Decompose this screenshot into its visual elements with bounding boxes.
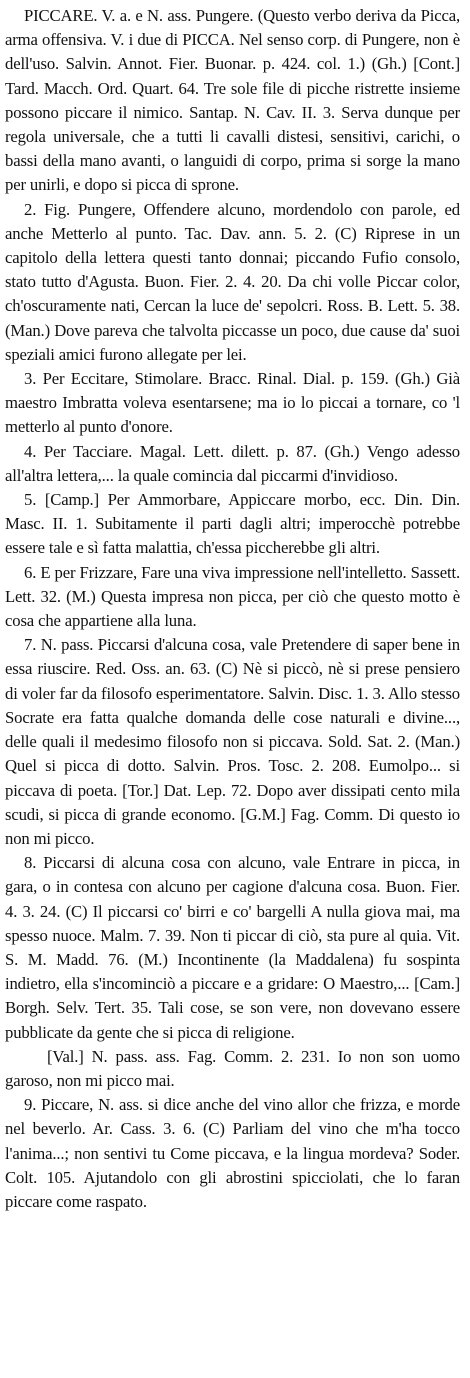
entry-paragraph-sense-8-addendum: [Val.] N. pass. ass. Fag. Comm. 2. 231. Io non son uomo garoso, non mi picco mai. <box>5 1046 460 1090</box>
entry-paragraph-sense-7: 7. N. pass. Piccarsi d'alcuna cosa, vale Pretendere di saper bene in essa riuscire. Red. Oss. an. 63. (C) Nè si piccò, nè si prese pensiero di voler far da filosofo esperimentatore. Salvin. Disc. 1. 3. Allo stesso Socrate era fatta qualche domanda delle cose naturali e divine..., delle quali il medesimo filosofo non si piccava. Sold. Sat. 2. (Man.) Quel si picca di dotto. Salvin. Pros. Tosc. 2. 208. Eumolpo... si piccava di poeta. [Tor.] Dat. Lep. 72. Dopo aver dissipati cento mila scudi, si picca di grande economo. [G.M.] Fag. Comm. Di questo io non mi picco. <box>5 635 460 848</box>
entry-paragraph-sense-3: 3. Per Eccitare, Stimolare. Bracc. Rinal. Dial. p. 159. (Gh.) Già maestro Imbratta voleva esentarsene; ma io lo piccai a tornare, co 'l metterlo al punto d'onore. <box>5 369 460 437</box>
entry-paragraph-sense-8: 8. Piccarsi di alcuna cosa con alcuno, vale Entrare in picca, in gara, o in contesa con alcuno per cagione d'alcuna cosa. Buon. Fier. 4. 3. 24. (C) Il piccarsi co' birri e co' bargelli A nulla giova mai, ma spesso nuoce. Malm. 7. 39. Non ti piccar di ciò, sta pure al quia. Vit. S. M. Madd. 76. (M.) Incontinente (la Maddalena) fu sospinta indietro, ella s'incominciò a piccare e a gridare: O Maestro,... [Cam.] Borgh. Selv. Tert. 35. Tali cose, se son vere, non dovevano essere pubblicate da gente che si picca di religione. <box>5 853 460 1042</box>
dictionary-entry-piccare <box>5 4 460 1214</box>
entry-paragraph-sense-9: 9. Piccare, N. ass. si dice anche del vino allor che frizza, e morde nel beverlo. Ar. Cass. 3. 6. (C) Parliam del vino che m'ha tocco l'anima...; non sentivi tu Come piccava, e la lingua mordeva? Soder. Colt. 105. Ajutandolo con gli abrostini spicciolati, che lo faran piccare come raspato. <box>5 1095 460 1211</box>
entry-paragraph-sense-4: 4. Per Tacciare. Magal. Lett. dilett. p. 87. (Gh.) Vengo adesso all'altra lettera,... la quale comincia dal piccarmi d'invidioso. <box>5 441 460 485</box>
entry-paragraph-sense-5: 5. [Camp.] Per Ammorbare, Appiccare morbo, ecc. Din. Din. Masc. II. 1. Subitamente il parti dagli altri; imperocchè potrebbe essere tale e sì fatta malattia, ch'essa piccherebbe gli altri. <box>5 490 460 558</box>
entry-paragraph-main: PICCARE. V. a. e N. ass. Pungere. (Questo verbo deriva da Picca, arma offensiva. V. i due di PICCA. Nel senso corp. di Pungere, non è dell'uso. Salvin. Annot. Fier. Buonar. p. 424. col. 1.) (Gh.) [Cont.] Tard. Macch. Ord. Quart. 64. Tre sole file di picche ristrette insieme possono piccare il nimico. Santap. N. Cav. II. 3. Serva dunque per regola universale, che a tutti li cavalli distesi, sensitivi, carichi, o bassi della mano avanti, o languidi di corpo, prima si sorge la mano per unirli, e dopo si picca di sprone. <box>5 6 460 195</box>
entry-paragraph-sense-2: 2. Fig. Pungere, Offendere alcuno, mordendolo con parole, ed anche Metterlo al punto. Tac. Dav. ann. 5. 2. (C) Riprese in un capitolo della lettera questi tanto donnai; piccando Fufio consolo, stato tutto d'Agusta. Buon. Fier. 2. 4. 20. Da chi volle Piccar color, ch'oscuramente nati, Cercan la luce de' sepolcri. Ross. B. Lett. 5. 38. (Man.) Dove pareva che talvolta piccasse un poco, due cause da' suoi speziali amici furono allegate per lei. <box>5 199 460 364</box>
entry-paragraph-sense-6: 6. E per Frizzare, Fare una viva impressione nell'intelletto. Sassett. Lett. 32. (M.) Questa impresa non picca, per ciò che questo motto è cosa che appartiene alla luna. <box>5 562 460 631</box>
